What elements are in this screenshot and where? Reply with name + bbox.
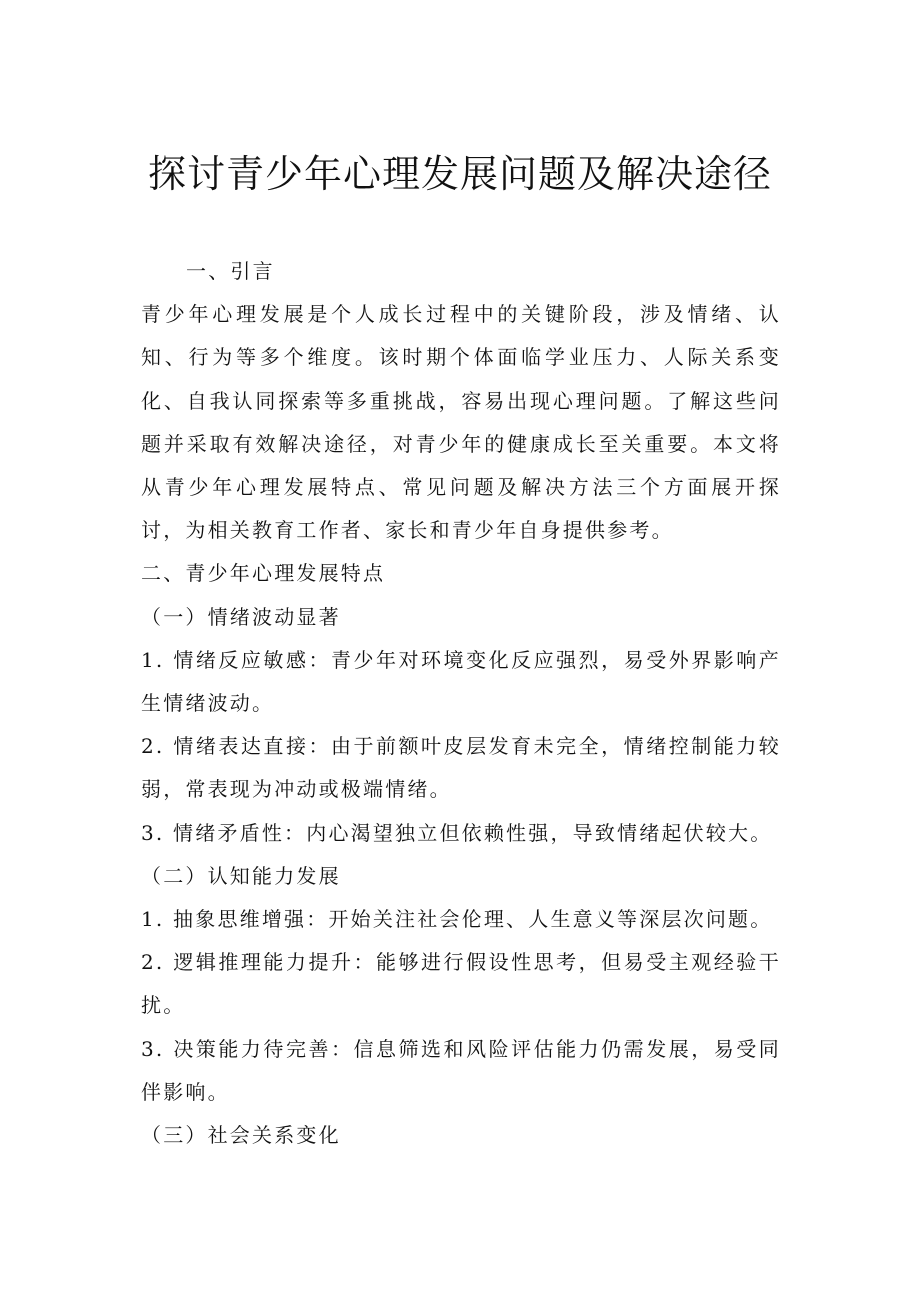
list-item-cognition-3: 3. 决策能力待完善：信息筛选和风险评估能力仍需发展，易受同伴影响。 (141, 1036, 781, 1104)
section-heading-introduction: 一、引言 (186, 259, 275, 283)
list-item-cognition-2: 2. 逻辑推理能力提升：能够进行假设性思考，但易受主观经验干扰。 (141, 950, 781, 1018)
document-title: 探讨青少年心理发展问题及解决途径 (147, 152, 772, 196)
subsection-heading-social: （三）社会关系变化 (141, 1123, 341, 1148)
list-item-emotion-1: 1. 情绪反应敏感：青少年对环境变化反应强烈，易受外界影响产生情绪波动。 (141, 647, 781, 716)
list-item-emotion-2: 2. 情绪表达直接：由于前额叶皮层发育未完全，情绪控制能力较弱，常表现为冲动或极端情绪。 (141, 734, 781, 802)
list-item-cognition-1: 1. 抽象思维增强：开始关注社会伦理、人生意义等深层次问题。 (141, 907, 773, 932)
introduction-paragraph: 青少年心理发展是个人成长过程中的关键阶段，涉及情绪、认知、行为等多个维度。该时期个体面临学业压力、人际关系变化、自我认同探索等多重挑战，容易出现心理问题。了解这些问题并采取有效解决途径，对青少年的健康成长至关重要。本文将从青少年心理发展特点、常见问题及解决方法三个方面展开探讨，为相关教育工作者、家长和青少年自身提供参考。 (141, 302, 781, 543)
section-heading-characteristics: 二、青少年心理发展特点 (141, 561, 386, 586)
document-body (141, 250, 781, 1157)
subsection-heading-cognition: （二）认知能力发展 (141, 863, 341, 888)
list-item-emotion-3: 3. 情绪矛盾性：内心渴望独立但依赖性强，导致情绪起伏较大。 (141, 820, 773, 845)
subsection-heading-emotion: （一）情绪波动显著 (141, 604, 341, 629)
